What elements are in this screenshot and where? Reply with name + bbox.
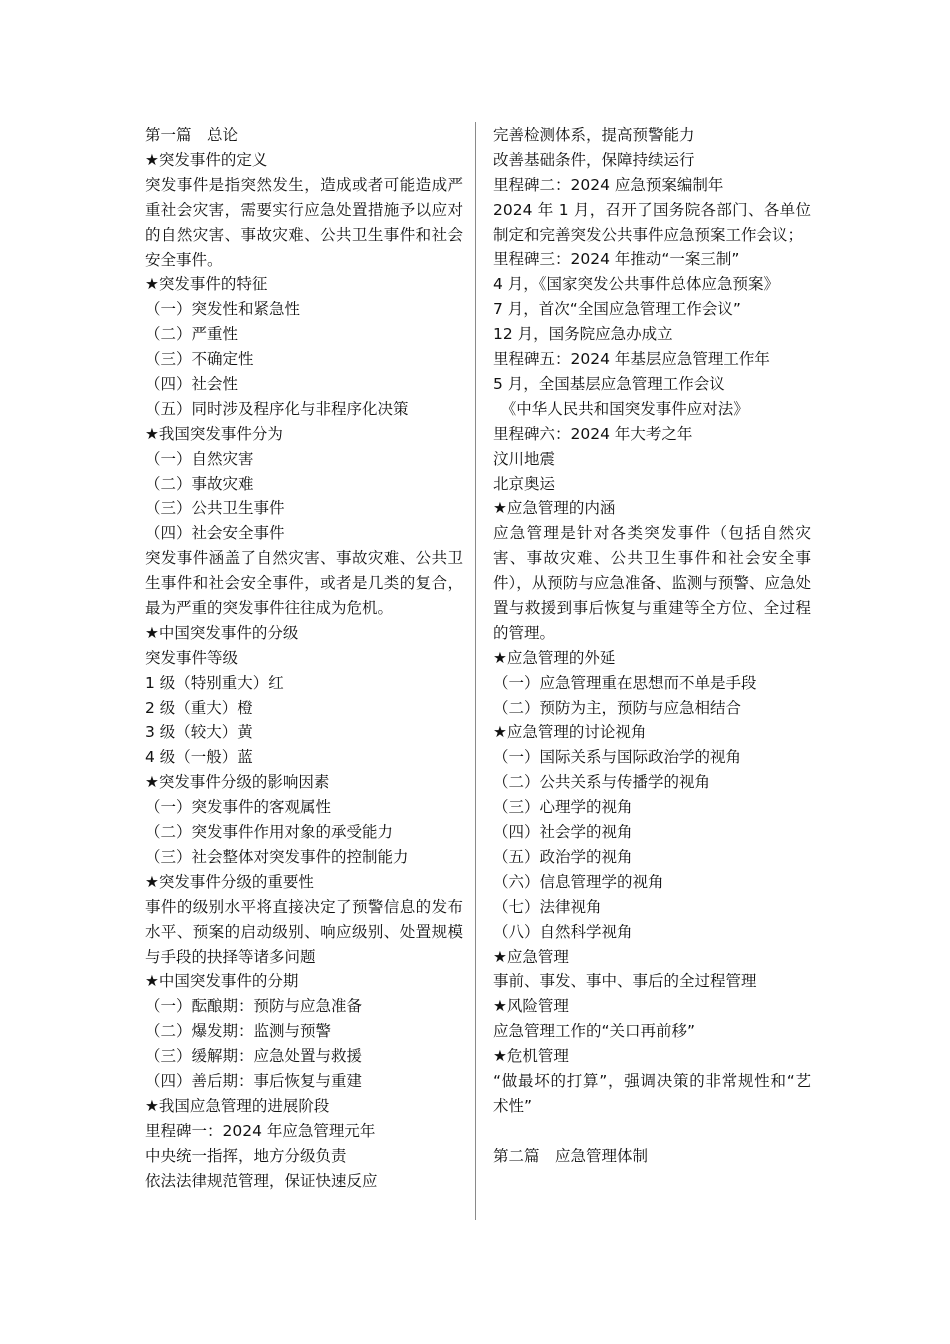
- text-line: （四）社会性: [145, 374, 239, 393]
- text-line: 《中华人民共和国突发事件应对法》: [493, 399, 749, 418]
- text-line: （五）政治学的视角: [493, 847, 633, 866]
- text-line: ★风险管理: [493, 997, 569, 1016]
- text-line: （二）事故灾难: [145, 474, 254, 493]
- text-line: （四）社会学的视角: [493, 823, 633, 842]
- text-line: ★应急管理: [493, 947, 569, 966]
- text-line: （三）社会整体对突发事件的控制能力: [145, 847, 409, 866]
- text-paragraph: “做最坏的打算”，强调决策的非常规性和“艺术性”: [493, 1071, 811, 1115]
- text-line: （六）信息管理学的视角: [493, 872, 664, 891]
- text-line: ★突发事件分级的影响因素: [145, 773, 330, 792]
- text-line: （二）严重性: [145, 325, 239, 344]
- text-paragraph: 应急管理是针对各类突发事件（包括自然灾害、事故灾难、公共卫生事件和社会安全事件），从预防与应急准备、监测与预警、应急处置与救援到事后恢复与重建等全方位、全过程的管理。: [493, 524, 811, 642]
- text-line: ★中国突发事件的分期: [145, 972, 299, 991]
- text-line: （一）酝酿期：预防与应急准备: [145, 997, 363, 1016]
- text-line: （四）社会安全事件: [145, 524, 285, 543]
- text-line: ★我国应急管理的进展阶段: [145, 1096, 330, 1115]
- text-line: （一）突发事件的客观属性: [145, 798, 332, 817]
- text-line: 里程碑一：2024 年应急管理元年: [145, 1121, 376, 1140]
- text-line: 3 级（较大）黄: [145, 723, 253, 742]
- text-line: ★危机管理: [493, 1047, 569, 1066]
- text-line: ★应急管理的外延: [493, 648, 616, 667]
- text-line: （一）应急管理重在思想而不单是手段: [493, 673, 757, 692]
- text-line: （五）同时涉及程序化与非程序化决策: [145, 399, 409, 418]
- text-line: ★应急管理的讨论视角: [493, 723, 647, 742]
- text-line: 5 月，全国基层应急管理工作会议: [493, 374, 725, 393]
- right-column: [493, 123, 811, 1169]
- text-line: 12 月，国务院应急办成立: [493, 325, 673, 344]
- text-line: （一）自然灾害: [145, 449, 254, 468]
- text-line: 4 月，《国家突发公共事件总体应急预案》: [493, 275, 780, 294]
- text-line: （四）善后期：事后恢复与重建: [145, 1072, 363, 1090]
- text-line: （二）公共关系与传播学的视角: [493, 773, 711, 792]
- text-line: 里程碑五：2024 年基层应急管理工作年: [493, 350, 770, 369]
- text-line: 里程碑六：2024 年大考之年: [493, 424, 693, 443]
- text-line: （一）国际关系与国际政治学的视角: [493, 748, 742, 767]
- text-line: （三）不确定性: [145, 350, 254, 369]
- column-divider: [475, 122, 476, 1220]
- blank-line: [493, 1119, 811, 1144]
- text-line: 7 月，首次“全国应急管理工作会议”: [493, 300, 741, 319]
- text-line: ★我国突发事件分为: [145, 424, 283, 443]
- text-line: （七）法律视角: [493, 897, 602, 916]
- text-line: 1 级（特别重大）红: [145, 673, 284, 692]
- text-line: （二）突发事件作用对象的承受能力: [145, 823, 394, 842]
- text-line: ★突发事件的定义: [145, 150, 268, 169]
- text-line: 2 级（重大）橙: [145, 698, 253, 717]
- text-paragraph: 事件的级别水平将直接决定了预警信息的发布水平、预案的启动级别、响应级别、处置规模与手段的抉择等诸多问题: [145, 897, 463, 966]
- text-paragraph: 突发事件涵盖了自然灾害、事故灾难、公共卫生事件和社会安全事件，或者是几类的复合，最为严重的突发事件往往成为危机。: [145, 549, 463, 618]
- text-line: 改善基础条件，保障持续运行: [493, 150, 695, 169]
- text-line: （二）爆发期：监测与预警: [145, 1022, 332, 1041]
- text-line: 4 级（一般）蓝: [145, 748, 253, 767]
- text-line: 里程碑三：2024 年推动“一案三制”: [493, 250, 740, 269]
- text-line: （二）预防为主，预防与应急相结合: [493, 698, 742, 717]
- left-column: [145, 123, 463, 1193]
- text-line: 第二篇 应急管理体制: [493, 1146, 649, 1165]
- text-line: ★突发事件的特征: [145, 275, 268, 294]
- text-line: 应急管理工作的“关口再前移”: [493, 1022, 696, 1041]
- text-line: 突发事件等级: [145, 648, 239, 667]
- text-line: 汶川地震: [493, 449, 556, 468]
- text-line: （三）公共卫生事件: [145, 499, 285, 518]
- text-line: 第一篇 总论: [145, 126, 239, 144]
- text-line: 依法法律规范管理，保证快速反应: [145, 1171, 378, 1190]
- text-line: 中央统一指挥，地方分级负责: [145, 1146, 347, 1165]
- text-line: （三）心理学的视角: [493, 798, 633, 817]
- text-line: ★中国突发事件的分级: [145, 623, 299, 642]
- text-paragraph: 2024 年 1 月，召开了国务院各部门、各单位制定和完善突发公共事件应急预案工作会议；: [493, 200, 811, 244]
- text-line: 北京奥运: [493, 474, 556, 493]
- text-line: （三）缓解期：应急处置与救援: [145, 1047, 363, 1066]
- text-line: 完善检测体系，提高预警能力: [493, 126, 695, 144]
- text-line: （八）自然科学视角: [493, 922, 633, 941]
- text-line: 事前、事发、事中、事后的全过程管理: [493, 972, 757, 991]
- text-paragraph: 突发事件是指突然发生，造成或者可能造成严重社会灾害，需要实行应急处置措施予以应对的自然灾害、事故灾难、公共卫生事件和社会安全事件。: [145, 175, 463, 269]
- text-line: ★应急管理的内涵: [493, 499, 616, 518]
- text-line: 里程碑二：2024 应急预案编制年: [493, 175, 724, 194]
- text-line: （一）突发性和紧急性: [145, 300, 301, 319]
- text-line: ★突发事件分级的重要性: [145, 872, 314, 891]
